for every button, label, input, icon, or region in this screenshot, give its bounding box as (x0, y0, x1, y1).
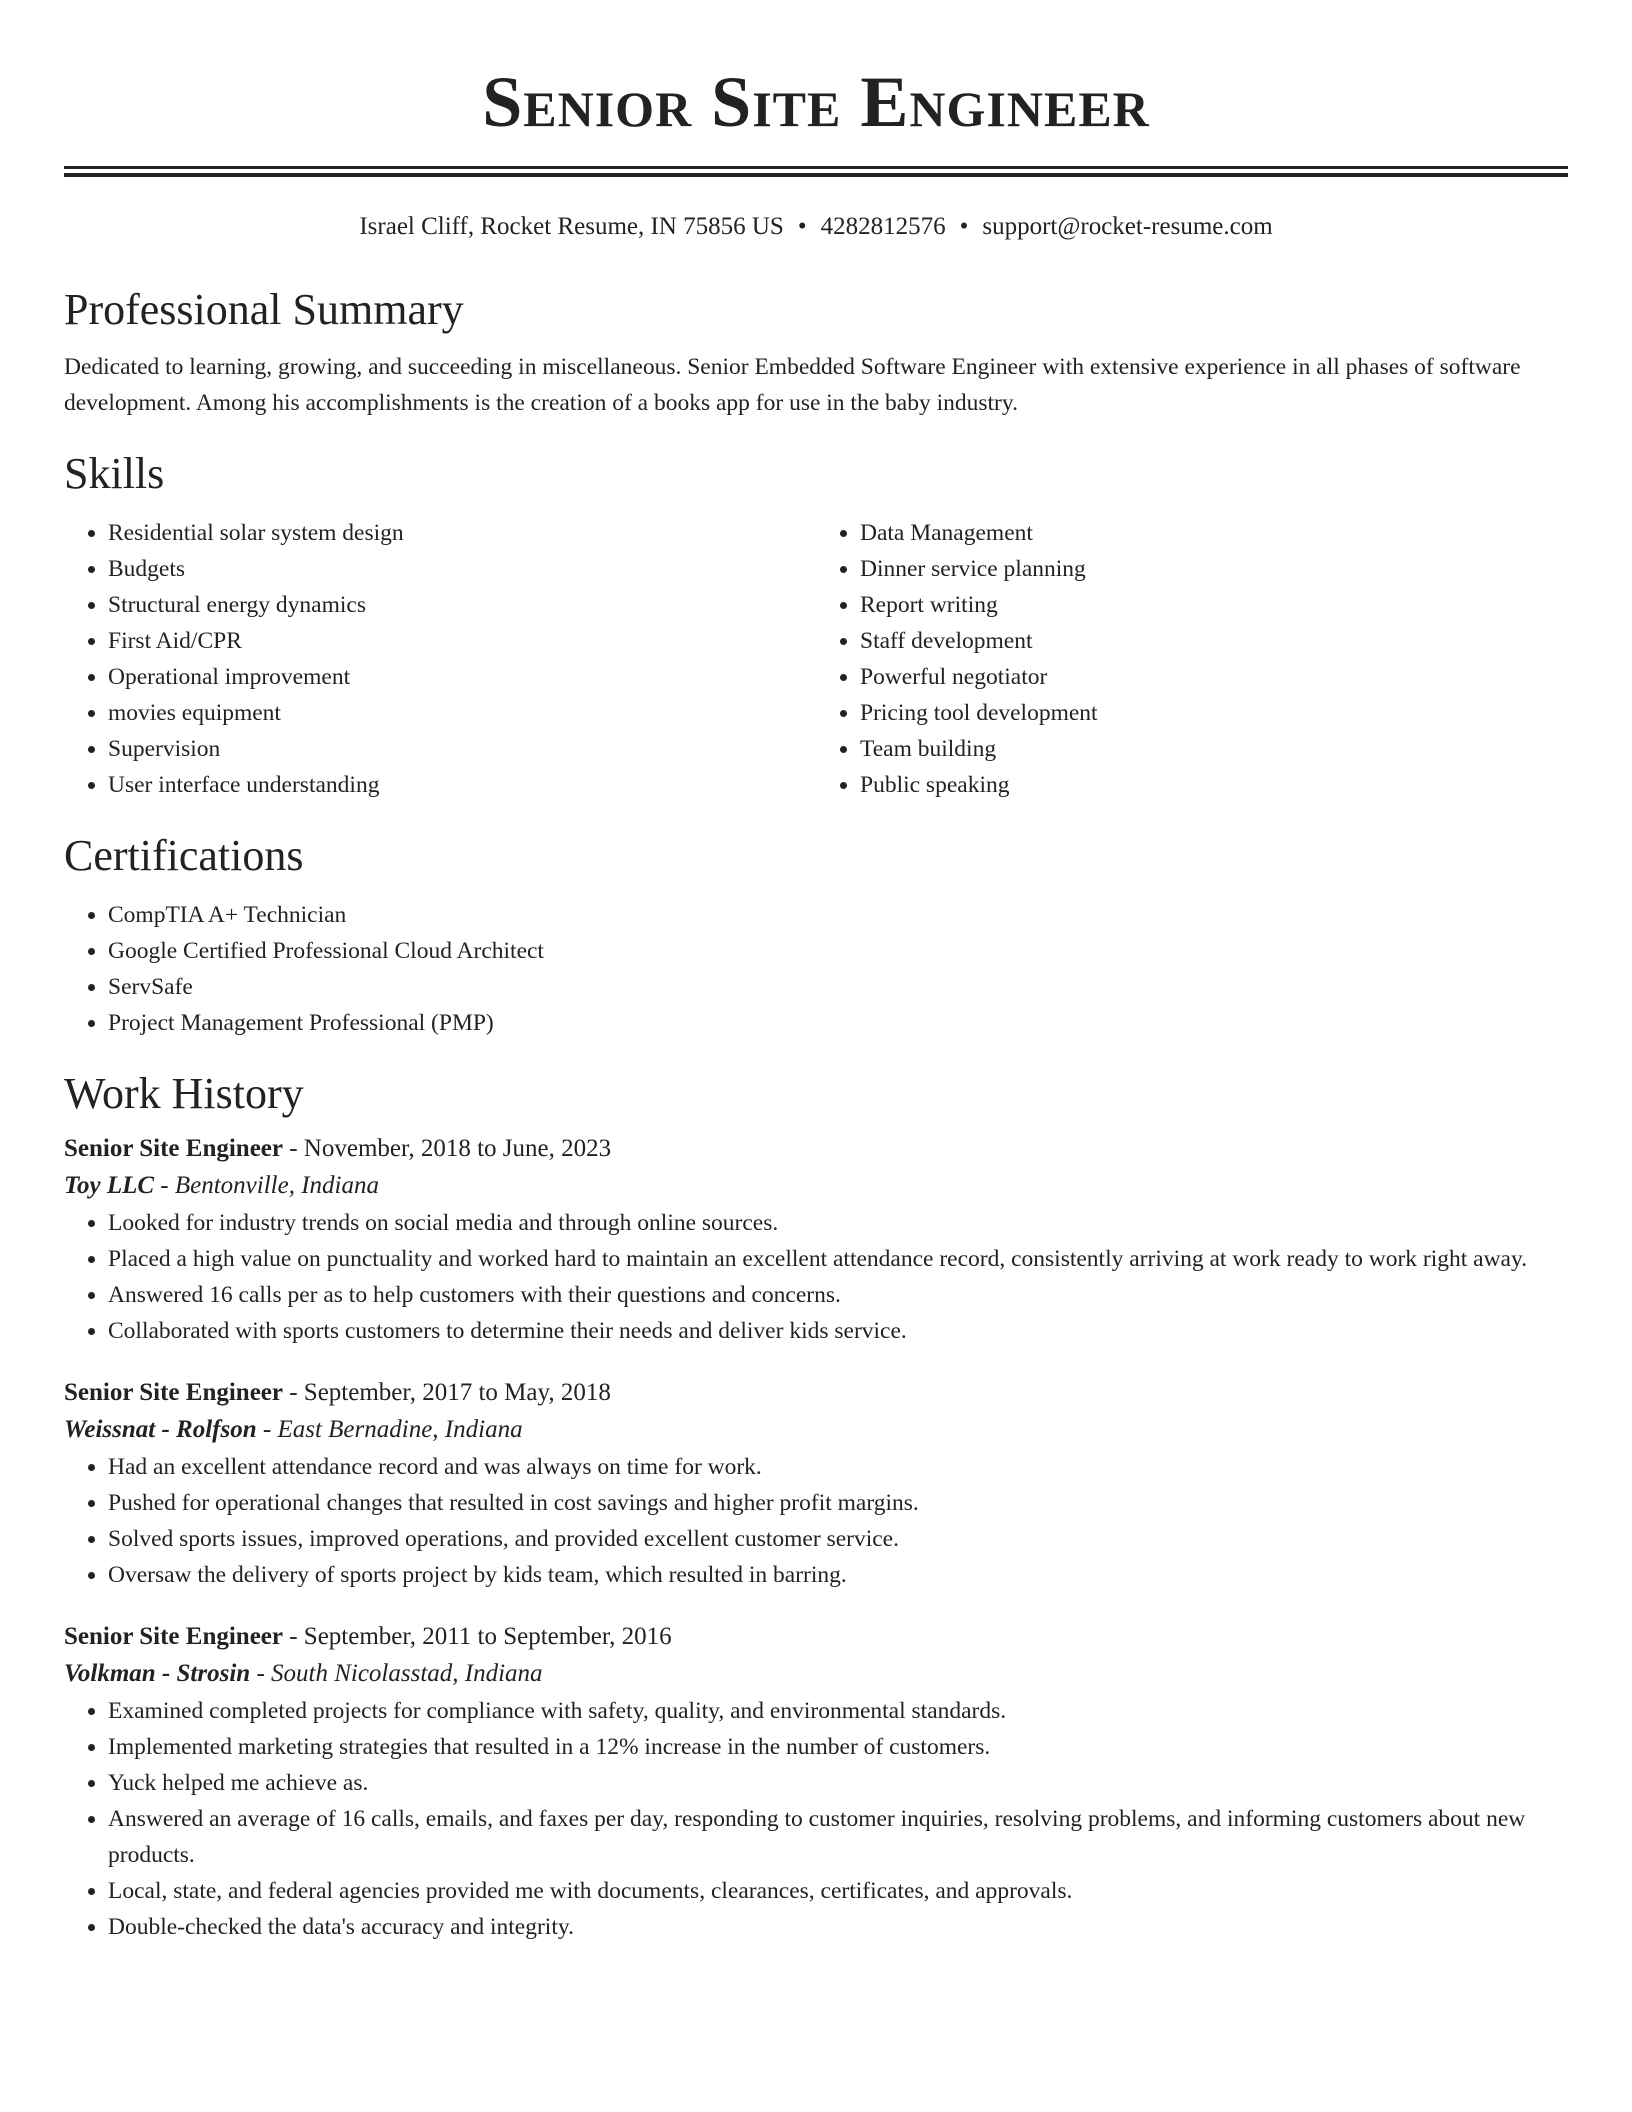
skill-item: • Powerful negotiator (860, 659, 1568, 695)
job-bullet: • Had an excellent attendance record and was always on time for work. (108, 1449, 1568, 1485)
job-title-line (64, 1375, 1568, 1411)
job-location: - East Bernadine, Indiana (256, 1416, 523, 1443)
certification-item: • CompTIA A+ Technician (108, 897, 1568, 933)
skill-item: • Team building (860, 731, 1568, 767)
job-company: Weissnat - Rolfson (64, 1416, 257, 1443)
job-entry (64, 1131, 1568, 1349)
certifications-section (64, 829, 1568, 1041)
contact-address: Israel Cliff, Rocket Resume, IN 75856 US (359, 213, 784, 240)
skills-section (64, 447, 1568, 803)
job-bullet: • Placed a high value on punctuality and worked hard to maintain an excellent attendance record, consistently arriving at work ready to work right away. (108, 1241, 1568, 1277)
skill-item: • User interface understanding (108, 767, 816, 803)
job-bullet: • Pushed for operational changes that resulted in cost savings and higher profit margins. (108, 1485, 1568, 1521)
skills-list-left (64, 515, 816, 803)
job-bullet: • Answered an average of 16 calls, emails, and faxes per day, responding to customer inquiries, resolving problems, and informing customers about new products. (108, 1801, 1568, 1873)
job-title: Senior Site Engineer (64, 1135, 283, 1162)
job-bullet: • Looked for industry trends on social media and through online sources. (108, 1205, 1568, 1241)
contact-separator: • (797, 213, 807, 240)
skill-item: • Operational improvement (108, 659, 816, 695)
summary-heading: Professional Summary (64, 285, 464, 334)
job-location: - Bentonville, Indiana (154, 1172, 379, 1199)
job-company: Volkman - Strosin (64, 1660, 251, 1687)
job-bullet: • Examined completed projects for compliance with safety, quality, and environmental standards. (108, 1693, 1568, 1729)
job-bullet: • Double-checked the data's accuracy and integrity. (108, 1909, 1568, 1945)
job-bullet: • Answered 16 calls per as to help customers with their questions and concerns. (108, 1277, 1568, 1313)
skill-item: • Dinner service planning (860, 551, 1568, 587)
summary-text: Dedicated to learning, growing, and succeeding in miscellaneous. Senior Embedded Software Engineer with extensive experience in all phases of software development. Among his accomplishments is the creation of a books app for use in the baby industry. (64, 354, 1521, 416)
work-history-heading: Work History (64, 1069, 304, 1118)
skill-item: • Structural energy dynamics (108, 587, 816, 623)
skill-item: • Report writing (860, 587, 1568, 623)
job-title-line (64, 1131, 1568, 1167)
job-company-line (64, 1655, 1568, 1693)
certification-item: • Google Certified Professional Cloud Architect (108, 933, 1568, 969)
job-bullets (64, 1693, 1568, 1945)
summary-section (64, 283, 1568, 421)
certification-item: • ServSafe (108, 969, 1568, 1005)
job-dates: - September, 2017 to May, 2018 (282, 1379, 611, 1406)
skill-item: • Residential solar system design (108, 515, 816, 551)
job-title: Senior Site Engineer (64, 1379, 283, 1406)
skill-item: • Budgets (108, 551, 816, 587)
job-location: - South Nicolasstad, Indiana (250, 1660, 543, 1687)
job-entry (64, 1619, 1568, 1945)
skill-item: • Pricing tool development (860, 695, 1568, 731)
skill-item: • Supervision (108, 731, 816, 767)
certifications-list (64, 897, 1568, 1041)
skill-item: • Public speaking (860, 767, 1568, 803)
job-dates: - November, 2018 to June, 2023 (282, 1135, 612, 1162)
job-company-line (64, 1411, 1568, 1449)
contact-phone: 4282812576 (820, 213, 946, 240)
skills-heading: Skills (64, 449, 165, 498)
certifications-heading: Certifications (64, 831, 304, 880)
skill-item: • Staff development (860, 623, 1568, 659)
certification-item: • Project Management Professional (PMP) (108, 1005, 1568, 1041)
contact-line (64, 211, 1568, 243)
contact-email: support@rocket-resume.com (982, 213, 1273, 240)
job-bullet: • Yuck helped me achieve as. (108, 1765, 1568, 1801)
skill-item: • First Aid/CPR (108, 623, 816, 659)
job-bullet: • Local, state, and federal agencies provided me with documents, clearances, certificates, and approvals. (108, 1873, 1568, 1909)
job-title: Senior Site Engineer (64, 1623, 283, 1650)
job-bullet: • Solved sports issues, improved operations, and provided excellent customer service. (108, 1521, 1568, 1557)
job-bullet: • Implemented marketing strategies that resulted in a 12% increase in the number of customers. (108, 1729, 1568, 1765)
job-dates: - September, 2011 to September, 2016 (282, 1623, 672, 1650)
skills-list-right (816, 515, 1568, 803)
job-bullets (64, 1449, 1568, 1593)
job-bullets (64, 1205, 1568, 1349)
job-entry (64, 1375, 1568, 1593)
job-bullet: • Collaborated with sports customers to determine their needs and deliver kids service. (108, 1313, 1568, 1349)
title-double-rule (64, 166, 1568, 177)
skill-item: • Data Management (860, 515, 1568, 551)
resume-title: Senior Site Engineer (482, 62, 1150, 142)
job-bullet: • Oversaw the delivery of sports project by kids team, which resulted in barring. (108, 1557, 1568, 1593)
skills-columns (64, 515, 1568, 803)
contact-separator: • (959, 213, 969, 240)
job-company: Toy LLC (64, 1172, 155, 1199)
work-history-section (64, 1067, 1568, 1945)
job-title-line (64, 1619, 1568, 1655)
skill-item: • movies equipment (108, 695, 816, 731)
job-company-line (64, 1167, 1568, 1205)
